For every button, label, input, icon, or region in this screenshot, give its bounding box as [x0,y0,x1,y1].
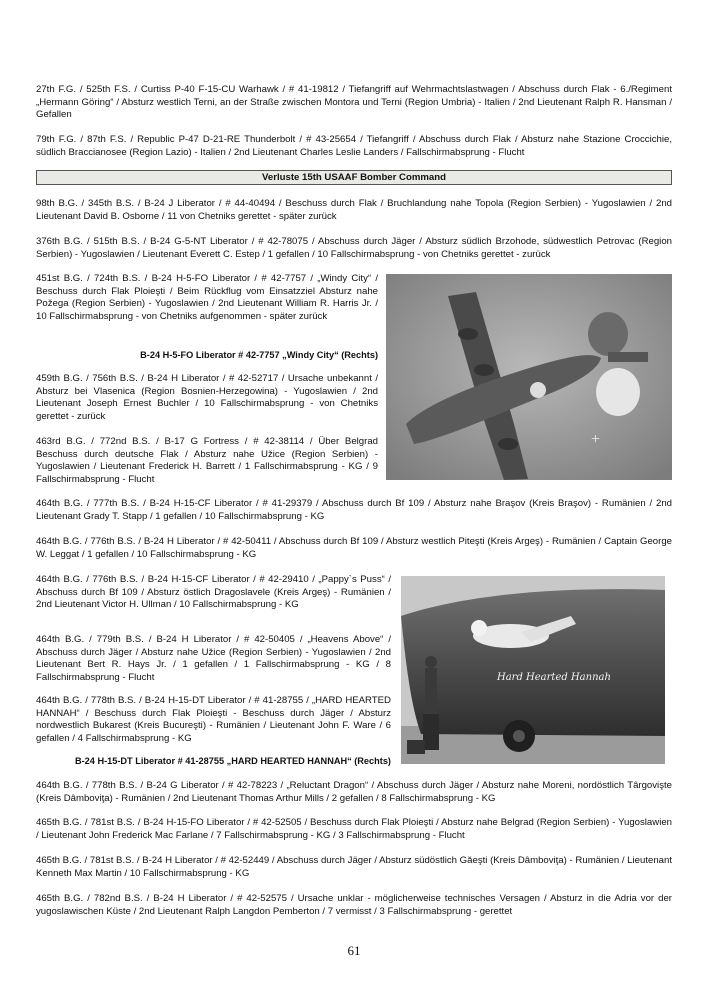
entry-paragraph: 464th B.G. / 776th B.S. / B-24 H-15-CF Liberator / # 42-29410 / „Pappy`s Puss“ / Abschuss durch Bf 109 / Absturz östlich Dragoslavele (Kreis Argeş) - Rumänien / 2nd Lieutenant Victor H. Ullman / 10 Fallschirmabsprung - KG [36,574,391,610]
aircraft-photo-image [386,274,672,480]
entry-paragraph: 376th B.G. / 515th B.S. / B-24 G-5-NT Liberator / # 42-78075 / Abschuss durch Jäger / Absturz südlich Brzohode, südwestlich Petrovac (Region Serbien) - Yugoslawien / Lieutenant Everett C. Estep / 1 gefallen / 10 Fallschirmabsprung - von Chetniks gerettet - zurück [36,236,672,260]
photo-b24-hard-hearted-hannah [401,576,665,764]
entry-paragraph: 464th B.G. / 779th B.S. / B-24 H Liberator / # 42-50405 / „Heavens Above“ / Abschuss durch Jäger / Absturz nahe Užice (Region Serbien) - Yugoslawien / 2nd Lieutenant Bert R. Hays Jr. / 1 gefallen / 1 Fallschirmabsprung - KG / 8 Fallschirmabsprung - Flucht [36,634,391,683]
entry-paragraph: 465th B.G. / 781st B.S. / B-24 H-15-FO Liberator / # 42-52505 / Beschuss durch Flak Ploieşti / Absturz nahe Belgrad (Region Serbien) - Yugoslawien / Lieutenant John Frederick Mac Farlane / 7 Fallschirmabsprung - KG / 3 Fallschirmabsprung - Flucht [36,817,672,841]
photo-b24-windy-city [386,274,672,480]
svg-text:+: + [591,431,601,448]
entry-paragraph: 27th F.G. / 525th F.S. / Curtiss P-40 F-15-CU Warhawk / # 41-19812 / Tiefangriff auf Wehrmachtslastwagen / Abschuss durch Flak - 6./Regiment „Hermann Göring“ / Absturz westlich Terni, an der Straße zwischen Montora und Terni (Region Umbria) - Italien / 2nd Lieutenant Ralph R. Hansman / Gefallen [36,84,672,120]
photo-caption-hannah: B-24 H-15-DT Liberator # 41-28755 „HARD HEARTED HANNAH“ (Rechts) [74,756,391,766]
section-heading: Verluste 15th USAAF Bomber Command [36,170,672,185]
nose-art-photo-image [401,576,665,764]
entry-paragraph: 464th B.G. / 778th B.S. / B-24 G Liberator / # 42-78223 / „Reluctant Dragon“ / Abschuss durch Jäger / Absturz nahe Moreni, nordöstlich Târgovişte (Kreis Dâmboviţa) - Rumänien / 2nd Lieutenant Thomas Arthur Mills / 2 gefallen / 8 Fallschirmabsprung - KG [36,780,672,804]
nose-art-text: Hard Hearted Hannah [497,672,611,683]
entry-paragraph: 464th B.G. / 777th B.S. / B-24 H-15-CF Liberator / # 41-29379 / Abschuss durch Bf 109 / Absturz nahe Braşov (Kreis Braşov) - Rumänien / 2nd Lieutenant Grady T. Stapp / 1 gefallen / 10 Fallschirmabsprung - KG [36,498,672,522]
page-number: 61 [347,943,361,958]
entry-paragraph: 98th B.G. / 345th B.S. / B-24 J Liberator / # 44-40494 / Beschuss durch Flak / Bruchlandung nahe Topola (Region Serbien) - Yugoslawien / 2nd Lieutenant David B. Osborne / 11 von Chetniks gerettet - später zurück [36,198,672,222]
entry-paragraph: 465th B.G. / 782nd B.S. / B-24 H Liberator / # 42-52575 / Ursache unklar - möglicherweise technisches Versagen / Absturz in die Adria vor der yugoslawischen Küste / 2nd Lieutenant Ralph Langdon Pemberton / 7 vermisst / 3 Fallschirmabsprung - gerettet [36,893,672,917]
entry-paragraph: 79th F.G. / 87th F.S. / Republic P-47 D-21-RE Thunderbolt / # 43-25654 / Tiefangriff / Abschuss durch Flak / Absturz nahe Stazione Croccichie, südlich Braccianosee (Region Lazio) - Italien / 2nd Lieutenant Charles Leslie Landers / Fallschirmabsprung - Flucht [36,134,672,158]
entry-paragraph: 463rd B.G. / 772nd B.S. / B-17 G Fortress / # 42-38114 / Über Belgrad Beschuss durch deutsche Flak / Absturz nahe Užice (Region Serbien) - Yugoslawien / Lieutenant Frederick H. Barrett / 1 Fallschirmabsprung - KG / 9 Fallschirmabsprung - Flucht [36,436,378,485]
entry-paragraph: 451st B.G. / 724th B.S. / B-24 H-5-FO Liberator / # 42-7757 / „Windy City“ / Beschuss durch Flak Ploieşti / Beim Rückflug vom Einsatzziel Absturz nahe Požega (Region Serbien) - Yugoslawien / 2nd Lieutenant William R. Harris Jr. / 10 Fallschirmabsprung - von Chetniks aufgenommen - später zurück [36,273,378,322]
entry-paragraph: 464th B.G. / 776th B.S. / B-24 H Liberator / # 42-50411 / Abschuss durch Bf 109 / Absturz westlich Piteşti (Kreis Argeş) - Rumänien / Captain George W. Leggat / 1 gefallen / 10 Fallschirmabsprung - KG [36,536,672,560]
entry-paragraph: 464th B.G. / 778th B.S. / B-24 H-15-DT Liberator / # 41-28755 / „HARD HEARTED HANNAH“ / Beschuss durch Flak Ploieşti - Beschuss durch Jäger / Absturz nordwestlich Bukarest (Kreis Bucureşti) - Rumänien / Lieutenant John F. Ware / 6 gefallen / 4 Fallschirmabsprung - KG [36,695,391,744]
entry-paragraph: 465th B.G. / 781st B.S. / B-24 H Liberator / # 42-52449 / Abschuss durch Jäger / Absturz südöstlich Găeşti (Kreis Dâmboviţa) - Rumänien / Lieutenant Kenneth Max Martin / 10 Fallschirmabsprung - KG [36,855,672,879]
photo-caption-windy-city: B-24 H-5-FO Liberator # 42-7757 „Windy City“ (Rechts) [140,350,378,360]
entry-paragraph: 459th B.G. / 756th B.S. / B-24 H Liberator / # 42-52717 / Ursache unbekannt / Absturz bei Vlasenica (Region Bosnien-Herzegowina) - Yugoslawien / 2nd Lieutenant Joseph Ernest Buchler / 10 Fallschirmabsprung - von Chetniks gerettet - zurück [36,373,378,422]
